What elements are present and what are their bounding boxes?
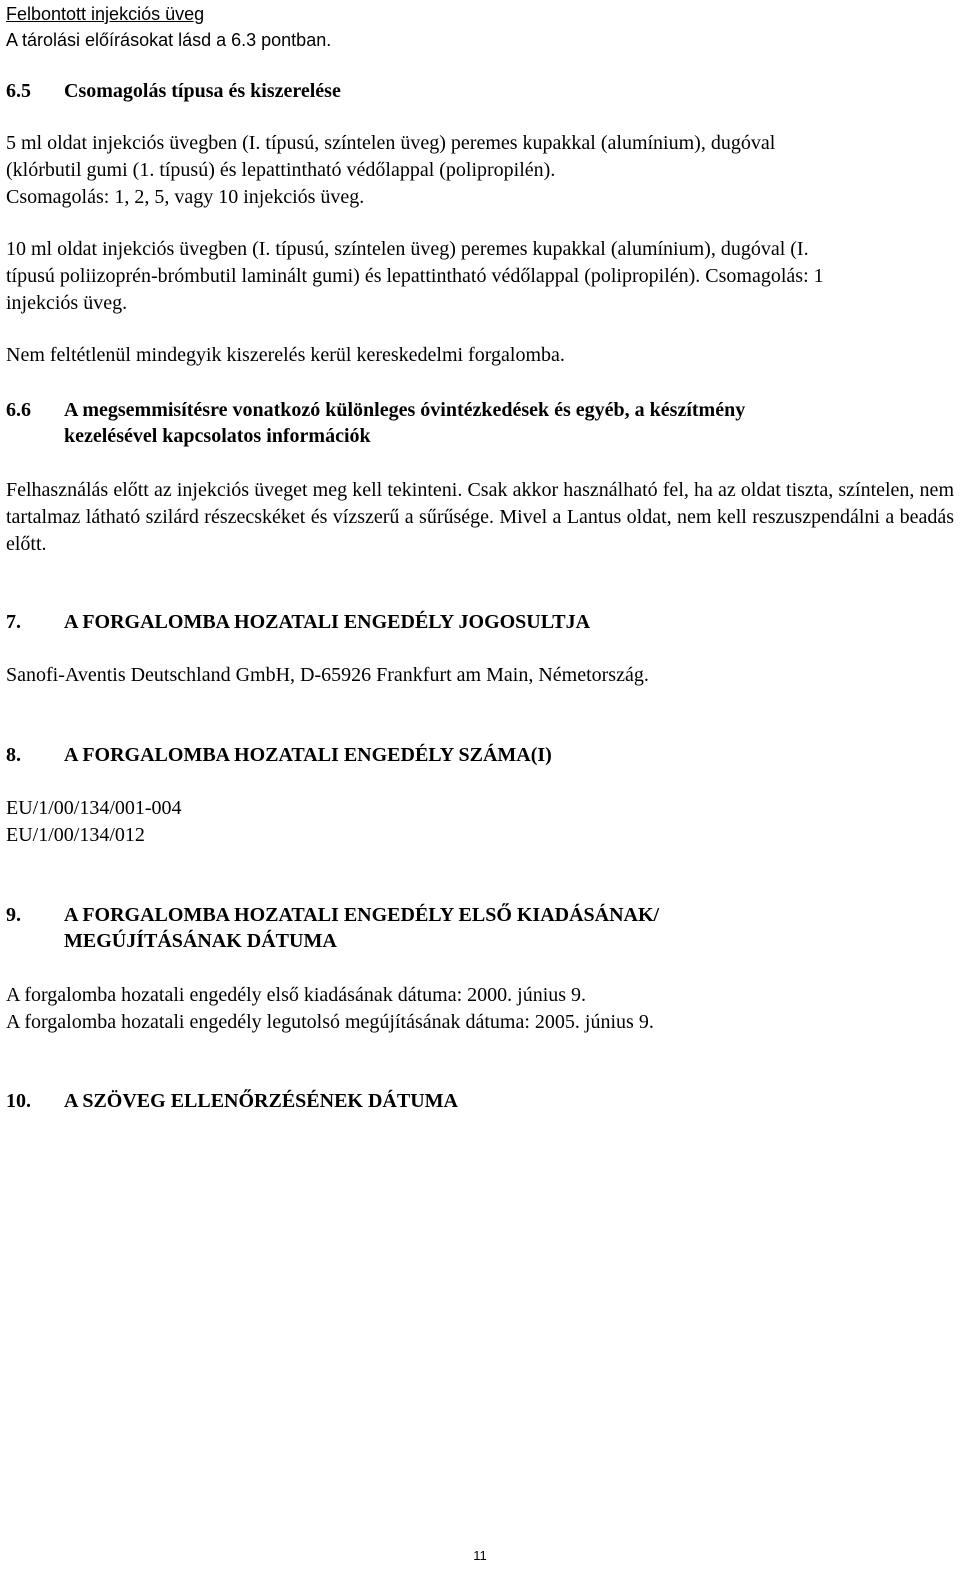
storage-text: A tárolási előírásokat lásd a 6.3 pontban.: [6, 30, 332, 50]
section-6-6-heading: [6, 397, 745, 449]
s65-p2-line3: injekciós üveg.: [6, 292, 128, 314]
section-9-title-line1: A FORGALOMBA HOZATALI ENGEDÉLY ELSŐ KIADÁSÁNAK/: [64, 904, 660, 926]
s65-p3: Nem feltétlenül mindegyik kiszerelés kerül kereskedelmi forgalomba.: [6, 344, 565, 366]
section-7-heading: [6, 609, 590, 635]
section-6-5-title: Csomagolás típusa és kiszerelése: [64, 80, 341, 102]
section-9-title-line2: MEGÚJÍTÁSÁNAK DÁTUMA: [64, 930, 337, 952]
storage-title: Felbontott injekciós üveg: [6, 4, 205, 24]
section-6-5-number: 6.5: [6, 80, 31, 102]
section-6-6-title-line1: A megsemmisítésre vonatkozó különleges óvintézkedések és egyéb, a készítmény: [64, 399, 746, 421]
section-7-text: Sanofi-Aventis Deutschland GmbH, D-65926 Frankfurt am Main, Németország.: [6, 664, 649, 686]
section-6-6-number: 6.6: [6, 399, 31, 421]
s65-p2-line1: 10 ml oldat injekciós üvegben (I. típusú, színtelen üveg) peremes kupakkal (alumínium), dugóval (I.: [6, 238, 809, 260]
section-6-6-title-line2: kezelésével kapcsolatos információk: [64, 425, 371, 447]
section-6-6-text: Felhasználás előtt az injekciós üveget meg kell tekinteni. Csak akkor használható fel, ha az oldat tiszta, színtelen, nem tartalmaz látható szilárd részecskéket és vízszerű a sűrűsége. Mivel a Lantus oldat, nem kell reszuszpendálni a beadás előtt.: [6, 479, 954, 555]
section-9-number: 9.: [6, 904, 21, 926]
section-8-number: 8.: [6, 744, 21, 766]
section-7-title: A FORGALOMBA HOZATALI ENGEDÉLY JOGOSULTJA: [64, 611, 591, 633]
section-7-number: 7.: [6, 611, 21, 633]
section-8-title: A FORGALOMBA HOZATALI ENGEDÉLY SZÁMA(I): [64, 744, 552, 766]
s65-p2-line2: típusú poliizoprén-brómbutil laminált gumi) és lepattintható védőlappal (polipropilén). Csomagolás: 1: [6, 265, 824, 287]
page-number: 11: [473, 1548, 487, 1563]
section-9-heading: [6, 902, 659, 954]
s65-p1-line3: Csomagolás: 1, 2, 5, vagy 10 injekciós üveg.: [6, 186, 365, 208]
section-6-5-heading: [6, 78, 341, 104]
s65-p1-line1: 5 ml oldat injekciós üvegben (I. típusú, színtelen üveg) peremes kupakkal (alumínium), dugóval: [6, 132, 776, 154]
authorisation-number-2: EU/1/00/134/012: [6, 824, 145, 846]
s65-p1-line2: (klórbutil gumi (1. típusú) és lepattintható védőlappal (polipropilén).: [6, 159, 556, 181]
section-10-number: 10.: [6, 1090, 31, 1112]
first-authorisation-date: A forgalomba hozatali engedély első kiadásának dátuma: 2000. június 9.: [6, 984, 587, 1006]
section-10-heading: [6, 1088, 458, 1114]
section-8-heading: [6, 742, 552, 768]
authorisation-number-1: EU/1/00/134/001-004: [6, 797, 182, 819]
section-10-title: A SZÖVEG ELLENŐRZÉSÉNEK DÁTUMA: [64, 1090, 458, 1112]
renewal-date: A forgalomba hozatali engedély legutolsó megújításának dátuma: 2005. június 9.: [6, 1011, 654, 1033]
